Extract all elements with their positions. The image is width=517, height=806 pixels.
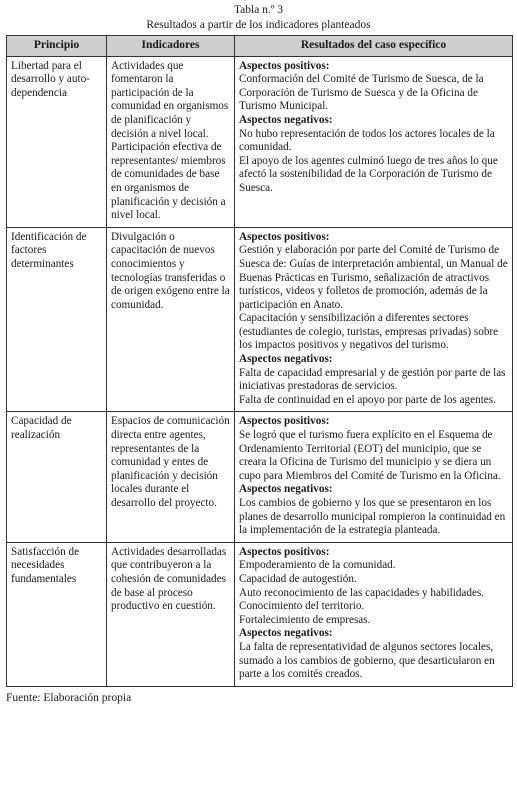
table-caption	[6, 4, 511, 32]
table-number: Tabla n.º 3	[233, 4, 284, 16]
negative-aspect-item: Falta de continuidad en el apoyo por parte de los agentes.	[239, 393, 496, 406]
negative-aspect-item: No hubo representación de todos los actores locales de la comunidad.	[239, 127, 495, 154]
header-indicadores: Indicadores	[107, 36, 235, 57]
indicators-cell	[107, 56, 235, 227]
negative-aspect-item: Falta de capacidad empresarial y de gestión por parte de las iniciativas prestadoras de servicios.	[239, 366, 506, 393]
results-cell	[235, 227, 513, 412]
table-row	[7, 542, 513, 686]
indicator-text: Espacios de comunicación directa entre agentes, representantes de la comunidad y entes de planificación y decisión locales durante el desarrollo del proyecto.	[111, 415, 230, 509]
indicators-cell	[107, 542, 235, 686]
positive-aspect-item: Gestión y elaboración por parte del Comité de Turismo de Suesca de: Guías de interpretación ambiental, un Manual de Buenas Prácticas en Turismo, señalización de atractivos turísticos, videos y folletos de promoción, además de la participación en Anato.	[239, 244, 508, 311]
indicator-text: Divulgación o capacitación de nuevos conocimientos y tecnologías transferidas o de origen exógeno entre la comunidad.	[111, 230, 230, 311]
results-cell	[235, 56, 513, 227]
principle-cell: Identificación de factores determinantes	[7, 227, 107, 412]
positive-aspect-item: Se logró que el turismo fuera explícito en el Esquema de Ordenamiento Territorial (EOT) del municipio, que se creara la Oficina de Turismo del municipio y se diera un cupo para Miembros del Comité de Turismo en la Oficina.	[239, 429, 501, 482]
table-row	[7, 227, 513, 412]
negative-aspects-heading: Aspectos negativos:	[239, 627, 333, 640]
positive-aspect-item: Auto reconocimiento de las capacidades y habilidades.	[239, 586, 485, 599]
principle-cell: Capacidad de realización	[7, 412, 107, 542]
positive-aspect-item: Fortalecimiento de empresas.	[239, 613, 371, 626]
header-principio: Principio	[7, 36, 107, 57]
negative-aspects-heading: Aspectos negativos:	[239, 113, 333, 126]
principle-cell: Satisfacción de necesidades fundamentales	[7, 542, 107, 686]
header-resultados: Resultados del caso específico	[235, 36, 513, 57]
positive-aspect-item: Conformación del Comité de Turismo de Suesca, de la	[239, 73, 484, 86]
negative-aspect-item: Los cambios de gobierno y los que se presentaron en los planes de desarrollo municipal rompieron la continuidad en la implementación de la estrategia planteada.	[239, 497, 506, 537]
indicators-cell	[107, 412, 235, 542]
indicators-cell	[107, 227, 235, 412]
positive-aspects-heading: Aspectos positivos:	[239, 545, 330, 558]
positive-aspects-heading: Aspectos positivos:	[239, 230, 330, 243]
results-table	[6, 35, 513, 687]
negative-aspect-item: El apoyo de los agentes culminó luego de tres años lo que afectó la sostenibilidad de la Corporación de Turismo de Suesca.	[239, 154, 498, 194]
positive-aspect-item: Conocimiento del territorio.	[239, 600, 365, 613]
positive-aspect-item: Capacitación y sensibilización a diferentes sectores (estudiantes de colegio, turistas, empresas privadas) sobre los impactos positivos y negativos del turismo.	[239, 312, 499, 352]
positive-aspect-item: Empoderamiento de la comunidad.	[239, 559, 396, 572]
indicator-text: Actividades desarrolladas que contribuyeron a la cohesión de comunidades de base al proceso productivo en cuestión.	[111, 545, 227, 613]
indicator-text: Actividades que fomentaron la participación de la comunidad en organismos de planificación y decisión a nivel local.	[111, 59, 229, 140]
table-header-row	[7, 36, 513, 57]
results-cell	[235, 412, 513, 542]
positive-aspect-item: Corporación de Turismo de Suesca y de la Oficina de Turismo Municipal.	[239, 86, 478, 113]
indicator-text: Participación efectiva de representantes/ miembros de comunidades de base en organismos de planificación y decisión a nivel local.	[111, 141, 226, 222]
positive-aspect-item: Capacidad de autogestión.	[239, 572, 357, 585]
positive-aspects-heading: Aspectos positivos:	[239, 415, 330, 428]
negative-aspects-heading: Aspectos negativos:	[239, 483, 333, 496]
table-row	[7, 56, 513, 227]
principle-cell: Libertad para el desarrollo y auto-dependencia	[7, 56, 107, 227]
table-body	[7, 56, 513, 686]
table-row	[7, 412, 513, 542]
negative-aspect-item: La falta de representatividad de algunos sectores locales, sumado a los cambios de gobierno, que desarticularon en parte a los comités creados.	[239, 640, 495, 681]
table-source: Fuente: Elaboración propia	[6, 691, 132, 704]
positive-aspects-heading: Aspectos positivos:	[239, 59, 330, 72]
results-cell	[235, 542, 513, 686]
table-title: Resultados a partir de los indicadores planteados	[146, 19, 371, 31]
negative-aspects-heading: Aspectos negativos:	[239, 353, 333, 366]
